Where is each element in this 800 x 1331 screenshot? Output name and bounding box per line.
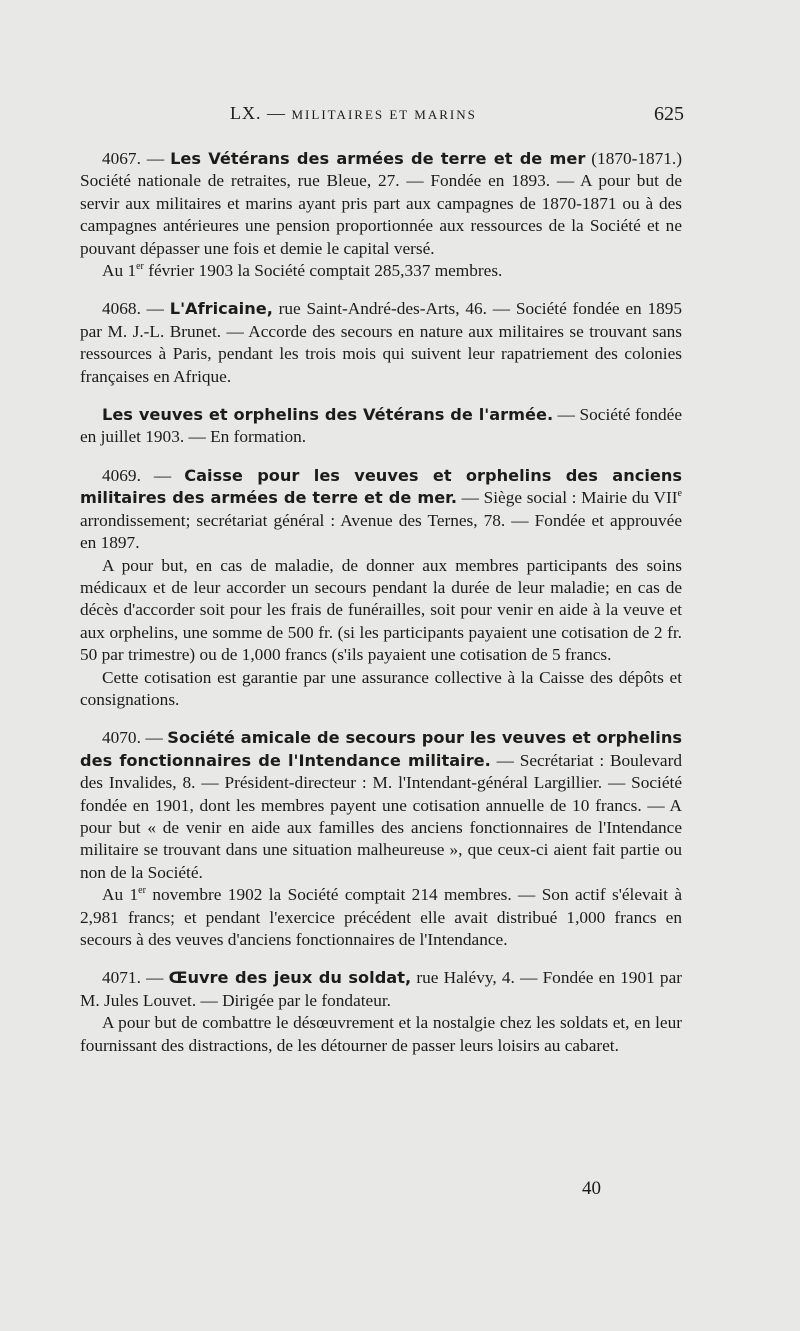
entry-4068: 4068. — L'Africaine, rue Saint-André-des-Arts, 46. — Société fondée en 1895 par M. J.-L. Brunet. — Accorde des secours en nature aux militaires se trouvant sans ressources à Paris, pendant les trois mois qui suivent leur rapatriement des colonies françaises en Afrique. <box>80 299 683 386</box>
entry-number: 4070. <box>102 728 141 748</box>
page-number: 625 <box>654 103 684 125</box>
entry-name: L'Africaine, <box>169 299 273 319</box>
entry-number: 4069. <box>102 465 141 485</box>
entry-4070: 4070. — Société amicale de secours pour les veuves et orphelins des fonctionnaires de l'Intendance militaire. — Secrétariat : Boulevard des Invalides, 8. — Président-directeur : M. l'Intendant-général Largillier. — Société fondée en 1901, dont les membres payent une cotisation annuelle de 10 francs. — A pour but « de venir en aide aux familles des anciens fonctionnaires de l'Intendance militaire se trouvant dans une situation malheureuse », que ceux-ci aient fait partie ou non de la Société. Au 1er novembre 1902 la Société comptait 214 membres. — Son actif s'élevait à 2,981 francs; et pendant l'exercice précédent elle avait distribué 1,000 francs en secours à des veuves d'anciens fonctionnaires de l'Intendance. <box>80 728 683 949</box>
entry-name: Société amicale de secours pour les veuves et orphelins des fonctionnaires de l'Intendance militaire. <box>80 728 683 770</box>
entry-text: rue Halévy, 4. — Fondée en 1901 par M. Jules Louvet. — Dirigée par le fondateur. <box>80 968 682 1010</box>
entry-text: rue Saint-André-des-Arts, 46. — Société fondée en 1895 par M. J.-L. Brunet. — Accorde des secours en nature aux militaires se trouvant sans ressources à Paris, pendant les trois mois qui suivent leur rapatriement des colonies françaises en Afrique. <box>80 299 683 386</box>
entry-text: — Société fondée en juillet 1903. — En formation. <box>80 405 682 447</box>
entry-name: Œuvre des jeux du soldat, <box>168 968 412 988</box>
chapter-title: LX. — MILITAIRES ET MARINS <box>230 103 477 123</box>
entry-name: Les Vétérans des armées de terre et de mer <box>170 149 586 168</box>
page-body <box>80 148 682 1073</box>
entry-number: 4067. <box>102 149 141 168</box>
entry-veuves-veterans <box>80 404 682 449</box>
entry-name: Caisse pour les veuves et orphelins des anciens militaires des armées de terre et de mer. <box>80 465 683 508</box>
entry-4071: 4071. — Œuvre des jeux du soldat, rue Halévy, 4. — Fondée en 1901 par M. Jules Louvet. — Dirigée par le fondateur. A pour but de combattre le désœuvrement et la nostalgie chez les soldats et, en leur fournissant des distractions, de les détourner de passer leurs loisirs au cabaret. <box>80 968 682 1055</box>
entry-4069: 4069. — Caisse pour les veuves et orphelins des anciens militaires des armées de terre et de mer. — Siège social : Mairie du VIIe arrondissement; secrétariat général : Avenue des Ternes, 78. — Fondée et approuvée en 1897. A pour but, en cas de maladie, de donner aux membres participants des soins médicaux et de leur accorder un secours pendant la durée de leur maladie; en cas de décès d'accorder soit pour les frais de funérailles, soit pour venir en aide à la veuve et aux orphelins, une somme de 500 fr. (si les participants payaient une cotisation de 2 fr. 50 par trimestre) ou de 1,000 francs (s'ils payaient une cotisation de 5 francs. Cette cotisation est garantie par une assurance collective à la Caisse des dépôts et consignations. <box>80 465 683 709</box>
entry-text: (1870-1871.) Société nationale de retraites, rue Bleue, 27. — Fondée en 1893. — A pour but de servir aux militaires et marins ayant pris part aux campagnes de 1870-1871 ou à des campagnes antérieures une pension proportionnée aux ressources de la Société et ne pouvant dépasser une fois et demie le capital versé. <box>80 149 683 258</box>
signature-mark: 40 <box>582 1178 601 1199</box>
entry-name: Les veuves et orphelins des Vétérans de l'armée. <box>102 405 554 425</box>
entry-number: 4068. <box>102 299 141 319</box>
running-header <box>80 103 682 133</box>
entry-text: — Secrétariat : Boulevard des Invalides, 8. — Président-directeur : M. l'Intendant-général Largillier. — Société fondée en 1901, dont les membres payent une cotisation annuelle de 10 francs. — A pour but « de venir en aide aux familles des anciens fonctionnaires de l'Intendance militaire se trouvant dans une situation malheureuse », que ceux-ci aient fait partie ou non de la Société. <box>80 750 682 882</box>
entry-number: 4071. <box>102 968 141 988</box>
entry-4067: 4067. — Les Vétérans des armées de terre et de mer (1870-1871.) Société nationale de retraites, rue Bleue, 27. — Fondée en 1893. — A pour but de servir aux militaires et marins ayant pris part aux campagnes de 1870-1871 ou à des campagnes antérieures une pension proportionnée aux ressources de la Société et ne pouvant dépasser une fois et demie le capital versé. Au 1er février 1903 la Société comptait 285,337 membres. <box>80 149 683 281</box>
